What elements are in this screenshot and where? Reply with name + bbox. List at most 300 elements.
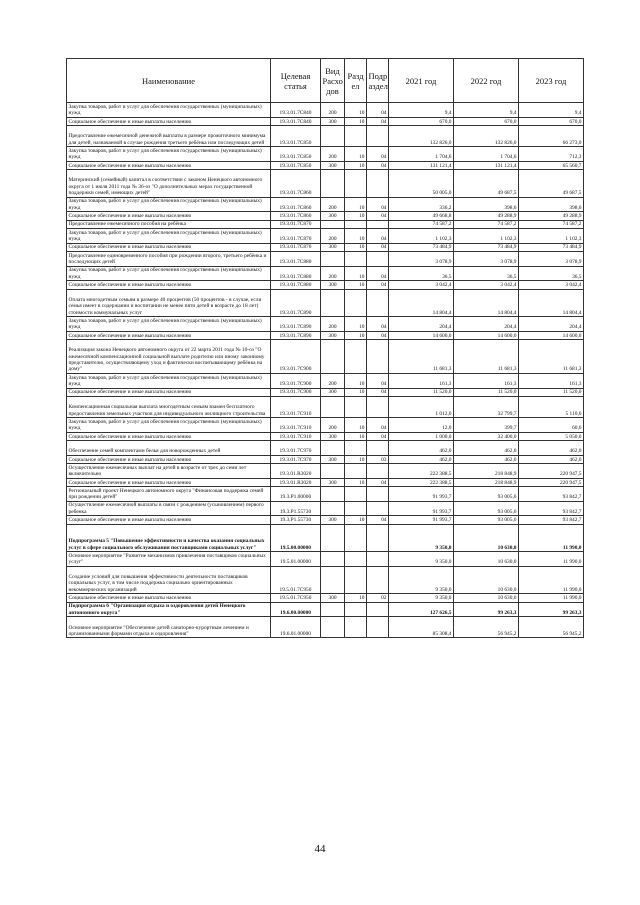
- row-name: Реализация закона Ненецкого автономного округа от 22 марта 2011 года № 10-оз "О ежемесячной компенсационной социальной выплате родителю или иному законному представителю, осуществляющему уход и фактически воспитывающему ребёнка на дому": [67, 339, 271, 373]
- row-razd: 10: [345, 373, 367, 388]
- row-name: Региональный проект Ненецкого автономного округа "Финансовая поддержка семей при рождении детей": [67, 486, 271, 501]
- row-target: 19.3.01.7С840: [271, 103, 321, 118]
- header-2021: 2021 год: [389, 59, 454, 103]
- row-target: 19.3.01.7С860: [271, 170, 321, 198]
- row-razd: 10: [345, 161, 367, 169]
- table-row: [67, 396, 584, 417]
- row-name: Основное мероприятие "Обеспечение детей санаторно-курортным лечением и организованными формами отдыха и оздоровления": [67, 617, 271, 638]
- row-2021: 161,3: [389, 373, 454, 388]
- row-2022: 14 600,0: [454, 331, 519, 339]
- table-row: [67, 617, 584, 638]
- row-name: Закупка товаров, работ и услуг для обеспечения государственных (муниципальных) нужд: [67, 197, 271, 212]
- row-2021: 74 587,2: [389, 220, 454, 228]
- row-2023: 3 078,9: [519, 251, 584, 266]
- row-target: 19.3.P1.55730: [271, 501, 321, 516]
- table-body: [67, 103, 584, 638]
- row-2022: 1 102,3: [454, 228, 519, 243]
- row-2023: 93 842,7: [519, 516, 584, 524]
- row-target: 19.3.01.7С880: [271, 251, 321, 266]
- row-razd: 10: [345, 417, 367, 432]
- row-2023: 65 560,7: [519, 161, 584, 169]
- row-target: 19.3.P1.55730: [271, 516, 321, 524]
- row-2022: 204,4: [454, 317, 519, 332]
- row-2022: 99 263,3: [454, 602, 519, 617]
- table-row: [67, 117, 584, 125]
- row-podr: [367, 552, 389, 567]
- row-2021: 91 993,7: [389, 501, 454, 516]
- row-name: Материнский (семейный) капитал в соответствии с законом Ненецкого автономного округа от 1 июля 2011 года № 36-оз "О дополнительных мерах государственной поддержки семей, имеющих детей": [67, 170, 271, 198]
- row-2022: 14 804,4: [454, 289, 519, 317]
- row-2022: 218 848,9: [454, 478, 519, 486]
- row-target: 19.3.01.7С850: [271, 161, 321, 169]
- row-vid: [321, 602, 345, 617]
- row-2022: 462,0: [454, 455, 519, 463]
- row-podr: 04: [367, 228, 389, 243]
- row-2023: 36,5: [519, 266, 584, 281]
- row-target: 19.5.00.00000: [271, 524, 321, 552]
- row-name: Социальное обеспечение и иные выплаты населению: [67, 212, 271, 220]
- row-razd: [345, 463, 367, 478]
- row-podr: [367, 602, 389, 617]
- table-row: [67, 602, 584, 617]
- row-target: 19.3.01.7С910: [271, 432, 321, 440]
- row-vid: [321, 524, 345, 552]
- row-razd: [345, 170, 367, 198]
- row-razd: 10: [345, 266, 367, 281]
- row-name: Создание условий для повышения эффективности деятельности поставщиков социальных услуг, в том числе поддержка социально ориентированных некоммерческих организаций: [67, 566, 271, 594]
- row-name: Социальное обеспечение и иные выплаты населению: [67, 516, 271, 524]
- row-vid: 300: [321, 594, 345, 602]
- row-razd: [345, 251, 367, 266]
- row-2021: 14 804,4: [389, 289, 454, 317]
- table-row: [67, 281, 584, 289]
- row-2022: 32 400,0: [454, 432, 519, 440]
- table-row: [67, 440, 584, 455]
- row-razd: 10: [345, 117, 367, 125]
- table-row: [67, 339, 584, 373]
- header-target: Целевая статья: [271, 59, 321, 103]
- row-target: 19.3.01.7С890: [271, 331, 321, 339]
- row-name: Социальное обеспечение и иные выплаты населению: [67, 331, 271, 339]
- row-2022: 10 630,0: [454, 552, 519, 567]
- row-2021: 9 350,0: [389, 566, 454, 594]
- row-2022: 462,0: [454, 440, 519, 455]
- table-row: [67, 220, 584, 228]
- row-target: 19.5.01.00000: [271, 552, 321, 567]
- row-name: Социальное обеспечение и иные выплаты населению: [67, 281, 271, 289]
- row-name: Осуществление ежемесячной выплаты в связи с рождением (усыновлением) первого ребенка: [67, 501, 271, 516]
- row-razd: [345, 396, 367, 417]
- row-name: Социальное обеспечение и иные выплаты населению: [67, 243, 271, 251]
- row-2023: 56 945,2: [519, 617, 584, 638]
- row-target: 19.3.01.7С910: [271, 417, 321, 432]
- table-row: [67, 455, 584, 463]
- row-podr: [367, 125, 389, 146]
- row-name: Социальное обеспечение и иные выплаты населению: [67, 161, 271, 169]
- row-vid: 300: [321, 516, 345, 524]
- table-row: [67, 552, 584, 567]
- row-name: Обеспечение семей комплектами белья для новорожденных детей: [67, 440, 271, 455]
- row-vid: [321, 501, 345, 516]
- row-podr: 04: [367, 432, 389, 440]
- row-podr: 04: [367, 147, 389, 162]
- table-row: [67, 103, 584, 118]
- row-2021: 1 704,6: [389, 147, 454, 162]
- row-name: Подпрограмма 6 "Организация отдыха и оздоровления детей Ненецкого автономного округа": [67, 602, 271, 617]
- row-target: 19.3.01.7С910: [271, 396, 321, 417]
- row-razd: 10: [345, 331, 367, 339]
- row-2023: 220 947,5: [519, 478, 584, 486]
- row-2022: 218 848,9: [454, 463, 519, 478]
- table-row: [67, 566, 584, 594]
- row-2022: 131 121,4: [454, 161, 519, 169]
- table-row: [67, 486, 584, 501]
- row-vid: 300: [321, 331, 345, 339]
- row-name: Компенсационная социальная выплата многодетным семьям взамен бесплатного предоставления земельных участков для индивидуального жилищного строительства: [67, 396, 271, 417]
- row-2022: 670,0: [454, 117, 519, 125]
- row-podr: 03: [367, 455, 389, 463]
- row-2021: 3 078,9: [389, 251, 454, 266]
- row-2021: 222 388,5: [389, 463, 454, 478]
- row-2023: 14 600,0: [519, 331, 584, 339]
- row-vid: 300: [321, 281, 345, 289]
- row-name: Социальное обеспечение и иные выплаты населению: [67, 455, 271, 463]
- row-podr: [367, 339, 389, 373]
- row-name: Закупка товаров, работ и услуг для обеспечения государственных (муниципальных) нужд: [67, 417, 271, 432]
- header-2023: 2023 год: [519, 59, 584, 103]
- row-name: Социальное обеспечение и иные выплаты населению: [67, 594, 271, 602]
- row-vid: [321, 125, 345, 146]
- row-2021: 91 993,7: [389, 516, 454, 524]
- row-2021: 49 668,8: [389, 212, 454, 220]
- row-razd: [345, 552, 367, 567]
- row-podr: 04: [367, 331, 389, 339]
- row-2023: 74 587,2: [519, 220, 584, 228]
- table-header-row: [67, 59, 584, 103]
- row-2021: 1 000,0: [389, 432, 454, 440]
- row-2023: 11 520,0: [519, 388, 584, 396]
- row-podr: [367, 463, 389, 478]
- row-podr: 04: [367, 266, 389, 281]
- row-target: 19.3.01.7С880: [271, 281, 321, 289]
- row-razd: 10: [345, 281, 367, 289]
- table-row: [67, 524, 584, 552]
- row-podr: [367, 440, 389, 455]
- row-name: Закупка товаров, работ и услуг для обеспечения государственных (муниципальных) нужд: [67, 317, 271, 332]
- row-razd: [345, 501, 367, 516]
- table-row: [67, 516, 584, 524]
- row-2023: 73 484,9: [519, 243, 584, 251]
- row-2022: 56 945,2: [454, 617, 519, 638]
- table-row: [67, 317, 584, 332]
- row-2023: 11 990,0: [519, 566, 584, 594]
- header-razd: Разд ел: [345, 59, 367, 103]
- row-2023: 204,4: [519, 317, 584, 332]
- row-2021: 336,2: [389, 197, 454, 212]
- row-2021: 131 121,4: [389, 161, 454, 169]
- row-vid: 300: [321, 455, 345, 463]
- row-2021: 462,0: [389, 455, 454, 463]
- row-vid: [321, 396, 345, 417]
- document-page: [66, 58, 583, 638]
- row-podr: [367, 251, 389, 266]
- row-razd: 10: [345, 317, 367, 332]
- row-target: 19.3.01.7С900: [271, 388, 321, 396]
- row-2022: 132 826,0: [454, 125, 519, 146]
- row-target: 19.3.01.7С870: [271, 228, 321, 243]
- row-razd: [345, 524, 367, 552]
- header-vid: Вид Расхо дов: [321, 59, 345, 103]
- row-target: 19.3.01.7С890: [271, 317, 321, 332]
- row-2021: 222 388,5: [389, 478, 454, 486]
- row-2021: 1 102,3: [389, 228, 454, 243]
- row-vid: 300: [321, 432, 345, 440]
- row-vid: 200: [321, 147, 345, 162]
- row-podr: [367, 617, 389, 638]
- row-razd: 10: [345, 228, 367, 243]
- row-2023: 462,0: [519, 440, 584, 455]
- row-2022: 93 005,6: [454, 486, 519, 501]
- row-podr: 02: [367, 594, 389, 602]
- table-row: [67, 388, 584, 396]
- table-row: [67, 432, 584, 440]
- row-podr: 04: [367, 212, 389, 220]
- row-2022: 32 799,7: [454, 396, 519, 417]
- row-vid: [321, 251, 345, 266]
- row-2022: 73 484,9: [454, 243, 519, 251]
- row-name: Предоставление ежемесячной денежной выплаты в размере прожиточного минимума для детей, назначаемой в случае рождения третьего ребёнка или последующих детей: [67, 125, 271, 146]
- row-target: 19.3.01.7С890: [271, 289, 321, 317]
- row-2021: 85 308,4: [389, 617, 454, 638]
- row-razd: [345, 486, 367, 501]
- row-vid: 200: [321, 197, 345, 212]
- row-name: Осуществление ежемесячных выплат на детей в возрасте от трех до семи лет включительно: [67, 463, 271, 478]
- row-2023: 66 273,0: [519, 125, 584, 146]
- table-row: [67, 147, 584, 162]
- row-2023: 3 042,4: [519, 281, 584, 289]
- table-row: [67, 228, 584, 243]
- row-podr: 04: [367, 281, 389, 289]
- row-2021: 36,5: [389, 266, 454, 281]
- row-2021: 1 012,0: [389, 396, 454, 417]
- row-target: 19.5.01.7С950: [271, 594, 321, 602]
- row-2021: 9 350,0: [389, 524, 454, 552]
- row-2021: 91 993,7: [389, 486, 454, 501]
- row-2022: 49 288,9: [454, 212, 519, 220]
- row-2021: 132 826,0: [389, 125, 454, 146]
- row-2023: 11 990,0: [519, 594, 584, 602]
- row-name: Подпрограмма 5 "Повышение эффективности и качества оказания социальных услуг в сфере социального обслуживания поставщиками социальных услуг": [67, 524, 271, 552]
- table-row: [67, 331, 584, 339]
- row-vid: 200: [321, 228, 345, 243]
- header-name: Наименование: [67, 59, 271, 103]
- row-razd: 10: [345, 243, 367, 251]
- row-2023: 60,6: [519, 417, 584, 432]
- row-name: Основное мероприятие "Развитие механизмов привлечения поставщиков социальных услуг": [67, 552, 271, 567]
- table-row: [67, 197, 584, 212]
- row-2021: 11 520,0: [389, 388, 454, 396]
- row-2021: 9,4: [389, 103, 454, 118]
- row-2022: 36,5: [454, 266, 519, 281]
- row-podr: [367, 170, 389, 198]
- row-target: 19.3.01.7С870: [271, 243, 321, 251]
- row-name: Социальное обеспечение и иные выплаты населению: [67, 388, 271, 396]
- row-name: Предоставление единовременного пособия при рождении второго, третьего ребёнка и последующих детей: [67, 251, 271, 266]
- row-2022: 11 681,3: [454, 339, 519, 373]
- row-2021: 204,4: [389, 317, 454, 332]
- row-vid: [321, 552, 345, 567]
- row-vid: [321, 220, 345, 228]
- table-row: [67, 251, 584, 266]
- row-razd: [345, 220, 367, 228]
- row-vid: [321, 617, 345, 638]
- row-target: 19.3.01.7С880: [271, 266, 321, 281]
- row-vid: 300: [321, 388, 345, 396]
- row-2023: 49 687,5: [519, 170, 584, 198]
- row-razd: [345, 440, 367, 455]
- row-vid: [321, 170, 345, 198]
- row-2021: 670,0: [389, 117, 454, 125]
- row-vid: 200: [321, 417, 345, 432]
- row-2022: 3 042,4: [454, 281, 519, 289]
- row-2022: 3 078,9: [454, 251, 519, 266]
- row-razd: 10: [345, 455, 367, 463]
- row-2022: 10 630,0: [454, 566, 519, 594]
- row-podr: 04: [367, 516, 389, 524]
- row-podr: 04: [367, 243, 389, 251]
- row-vid: [321, 339, 345, 373]
- row-razd: [345, 125, 367, 146]
- row-target: 19.3.01.R3020: [271, 463, 321, 478]
- table-row: [67, 125, 584, 146]
- row-2021: 9 350,0: [389, 552, 454, 567]
- row-2022: 93 005,6: [454, 501, 519, 516]
- row-2023: 49 288,9: [519, 212, 584, 220]
- header-podr: Подр аздел: [367, 59, 389, 103]
- row-target: 19.6.00.00000: [271, 602, 321, 617]
- row-target: 19.3.01.7С970: [271, 455, 321, 463]
- row-podr: [367, 486, 389, 501]
- row-target: 19.3.01.7С850: [271, 147, 321, 162]
- row-podr: [367, 566, 389, 594]
- row-razd: 10: [345, 212, 367, 220]
- table-row: [67, 161, 584, 169]
- row-2023: 161,3: [519, 373, 584, 388]
- header-2022: 2022 год: [454, 59, 519, 103]
- row-2023: 99 263,3: [519, 602, 584, 617]
- row-podr: 04: [367, 417, 389, 432]
- row-razd: 10: [345, 594, 367, 602]
- row-name: Закупка товаров, работ и услуг для обеспечения государственных (муниципальных) нужд: [67, 147, 271, 162]
- row-2021: 462,0: [389, 440, 454, 455]
- row-razd: 10: [345, 197, 367, 212]
- budget-table: [66, 58, 584, 638]
- table-row: [67, 170, 584, 198]
- row-podr: 04: [367, 317, 389, 332]
- row-razd: [345, 602, 367, 617]
- row-vid: 300: [321, 243, 345, 251]
- row-2023: 11 681,3: [519, 339, 584, 373]
- row-razd: 10: [345, 432, 367, 440]
- row-name: Социальное обеспечение и иные выплаты населению: [67, 117, 271, 125]
- row-razd: [345, 339, 367, 373]
- row-vid: 300: [321, 478, 345, 486]
- row-podr: [367, 501, 389, 516]
- row-podr: 04: [367, 197, 389, 212]
- row-target: 19.3.01.7С850: [271, 125, 321, 146]
- row-razd: [345, 566, 367, 594]
- row-target: 19.5.01.7С950: [271, 566, 321, 594]
- row-name: Закупка товаров, работ и услуг для обеспечения государственных (муниципальных) нужд: [67, 228, 271, 243]
- row-vid: [321, 486, 345, 501]
- row-name: Закупка товаров, работ и услуг для обеспечения государственных (муниципальных) нужд: [67, 373, 271, 388]
- row-2023: 670,0: [519, 117, 584, 125]
- row-target: 19.3.01.7С840: [271, 117, 321, 125]
- row-podr: [367, 396, 389, 417]
- row-2022: 161,3: [454, 373, 519, 388]
- row-2022: 49 687,5: [454, 170, 519, 198]
- row-2022: 93 005,6: [454, 516, 519, 524]
- row-podr: [367, 289, 389, 317]
- row-2021: 11 681,3: [389, 339, 454, 373]
- row-2022: 399,7: [454, 417, 519, 432]
- row-2022: 1 704,6: [454, 147, 519, 162]
- row-2023: 14 804,4: [519, 289, 584, 317]
- row-target: 19.3.01.R3020: [271, 478, 321, 486]
- row-2022: 74 587,2: [454, 220, 519, 228]
- row-vid: [321, 566, 345, 594]
- table-row: [67, 266, 584, 281]
- row-2021: 3 042,4: [389, 281, 454, 289]
- row-target: 19.3.01.7С900: [271, 339, 321, 373]
- row-target: 19.3.01.7С870: [271, 220, 321, 228]
- row-podr: 04: [367, 388, 389, 396]
- row-target: 19.3.01.7С860: [271, 212, 321, 220]
- row-2023: 5 050,0: [519, 432, 584, 440]
- row-2022: 11 520,0: [454, 388, 519, 396]
- row-name: Социальное обеспечение и иные выплаты населению: [67, 432, 271, 440]
- row-razd: 10: [345, 516, 367, 524]
- row-2023: 93 842,7: [519, 486, 584, 501]
- table-row: [67, 501, 584, 516]
- row-vid: 200: [321, 317, 345, 332]
- row-podr: 04: [367, 161, 389, 169]
- row-vid: 300: [321, 212, 345, 220]
- row-2021: 14 600,0: [389, 331, 454, 339]
- row-2021: 73 484,9: [389, 243, 454, 251]
- row-name: Предоставление ежемесячного пособия на ребёнка: [67, 220, 271, 228]
- row-2021: 12,0: [389, 417, 454, 432]
- row-2023: 5 110,6: [519, 396, 584, 417]
- row-vid: 200: [321, 373, 345, 388]
- row-2022: 10 630,0: [454, 594, 519, 602]
- row-podr: 04: [367, 117, 389, 125]
- row-razd: 10: [345, 388, 367, 396]
- table-row: [67, 373, 584, 388]
- row-razd: 10: [345, 478, 367, 486]
- row-2021: 50 005,0: [389, 170, 454, 198]
- row-name: Оплата многодетным семьям в размере 40 процентов (50 процентов - в случае, если семья имеет в содержании и воспитании не менее пяти детей в возрасте до 18 лет) стоимости коммунальных услуг: [67, 289, 271, 317]
- row-vid: 200: [321, 266, 345, 281]
- row-2023: 11 990,0: [519, 524, 584, 552]
- row-name: Социальное обеспечение и иные выплаты населению: [67, 478, 271, 486]
- table-row: [67, 243, 584, 251]
- table-row: [67, 289, 584, 317]
- row-target: 19.6.01.00000: [271, 617, 321, 638]
- row-vid: [321, 440, 345, 455]
- table-row: [67, 478, 584, 486]
- row-target: 19.3.01.7С970: [271, 440, 321, 455]
